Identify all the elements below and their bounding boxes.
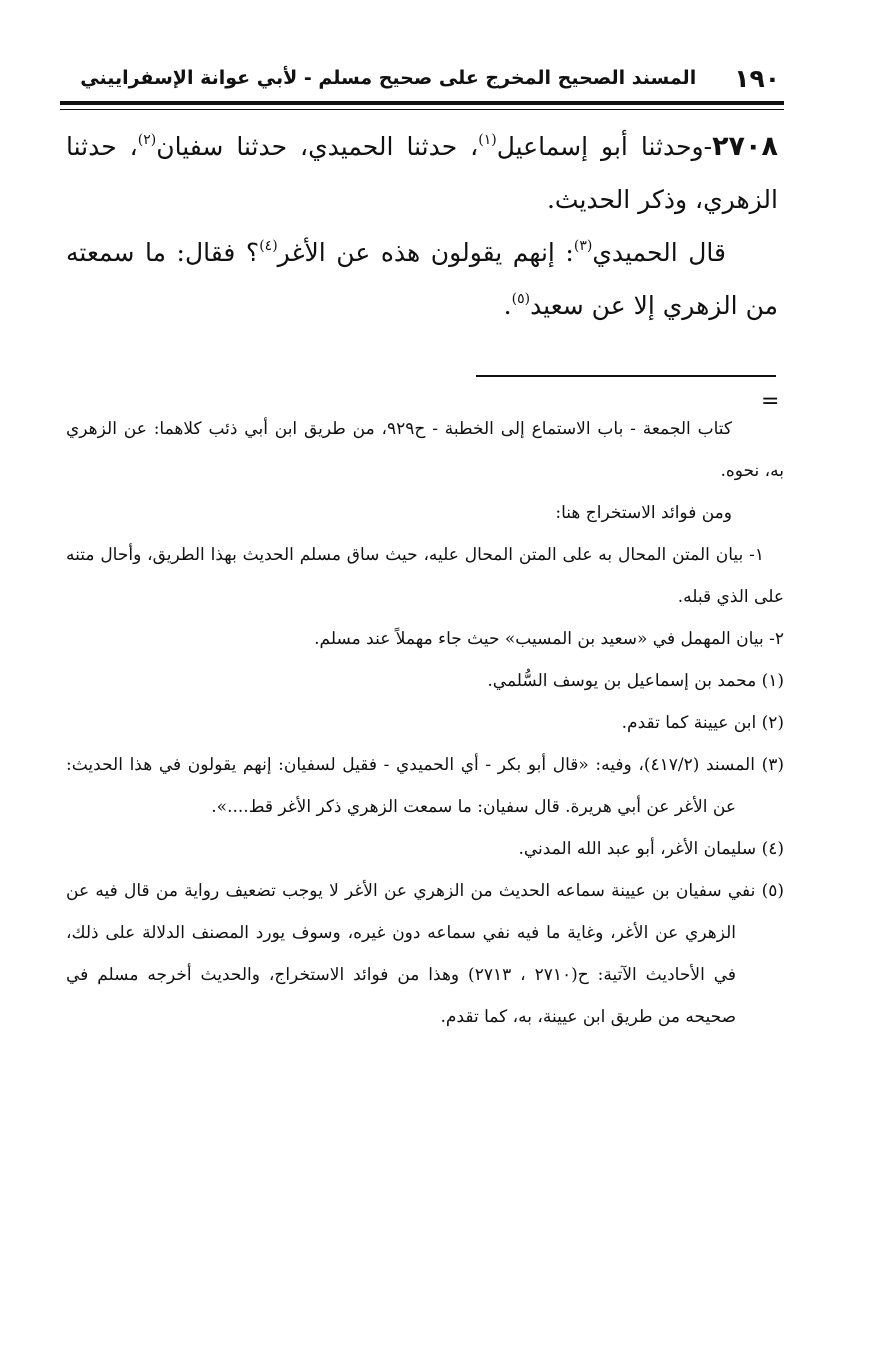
footnote-separator — [476, 375, 776, 377]
footnotes — [66, 408, 784, 1038]
hadith-number: ٢٧٠٨ — [712, 131, 778, 162]
footnote-continuation: ومن فوائد الاستخراج هنا: — [555, 503, 732, 523]
hadith-paragraph — [66, 120, 778, 226]
footnote-3: (٣) المسند (٤١٧/٢)، وفيه: «قال أبو بكر - أي الحميدي - فقيل لسفيان: إنهم يقولون في هذا الحديث: عن الأغر عن أبي هريرة. قال سفيان: ما سمعت الزهري ذكر الأغر قط....». — [66, 755, 784, 817]
hadith-text: ، حدثنا الحميدي، حدثنا سفيان — [156, 132, 479, 161]
footnote-1: (١) محمد بن إسماعيل بن يوسف السُّلمي. — [487, 671, 784, 691]
commentary-text: قال الحميدي — [592, 238, 727, 267]
footnote-continuation: ٢- بيان المهمل في «سعيد بن المسيب» حيث جاء مهملاً عند مسلم. — [314, 629, 784, 649]
commentary-text: . — [503, 291, 512, 320]
footnote-ref-2: (٢) — [137, 132, 157, 148]
footnote-ref-1: (١) — [478, 132, 497, 148]
footnote-ref-5: (٥) — [511, 291, 531, 307]
footnote-continuation: ١- بيان المتن المحال به على المتن المحال عليه، حيث ساق مسلم الحديث بهذا الطريق، وأحال متنه على الذي قبله. — [66, 545, 784, 607]
commentary-text: ؟ فقال: ما سمعته من الزهري إلا عن سعيد — [66, 238, 778, 320]
footnote-2: (٢) ابن عيينة كما تقدم. — [621, 713, 784, 733]
footnote-ref-3: (٣) — [573, 238, 593, 254]
hadith-text: ، حدثنا الزهري، وذكر الحديث. — [66, 132, 778, 214]
hadith-text: -وحدثنا أبو إسماعيل — [496, 132, 713, 161]
running-header — [62, 58, 780, 98]
footnote-continuation: كتاب الجمعة - باب الاستماع إلى الخطبة - ح٩٢٩، من طريق ابن أبي ذئب كلاهما: عن الزهري به، نحوه. — [66, 419, 784, 481]
page-number: ١٩٠ — [734, 63, 780, 93]
main-text — [66, 120, 778, 332]
commentary-paragraph — [66, 226, 778, 332]
footnote-5: (٥) نفي سفيان بن عيينة سماعه الحديث من الزهري عن الأغر لا يوجب تضعيف رواية من قال فيه عن الزهري عن الأغر، وغاية ما فيه نفي سماعه دون غيره، وسوف يورد المصنف الدلالة على ذلك، في الأحاديث الآتية: ح(٢٧١٠ ، ٢٧١٣) وهذا من فوائد الاستخراج، والحديث أخرجه مسلم في صحيحه من طريق ابن عيينة، به، كما تقدم. — [66, 881, 784, 1027]
header-rule-thin — [60, 109, 784, 110]
footnote-ref-4: (٤) — [259, 238, 278, 254]
continuation-mark: = — [761, 389, 780, 414]
commentary-text: : إنهم يقولون هذه عن الأغر — [277, 238, 574, 267]
footnote-4: (٤) سليمان الأغر، أبو عبد الله المدني. — [518, 839, 784, 859]
header-rule-thick — [60, 101, 784, 105]
header-title: المسند الصحيح المخرج على صحيح مسلم - لأبي عوانة الإسفراييني — [80, 67, 697, 89]
